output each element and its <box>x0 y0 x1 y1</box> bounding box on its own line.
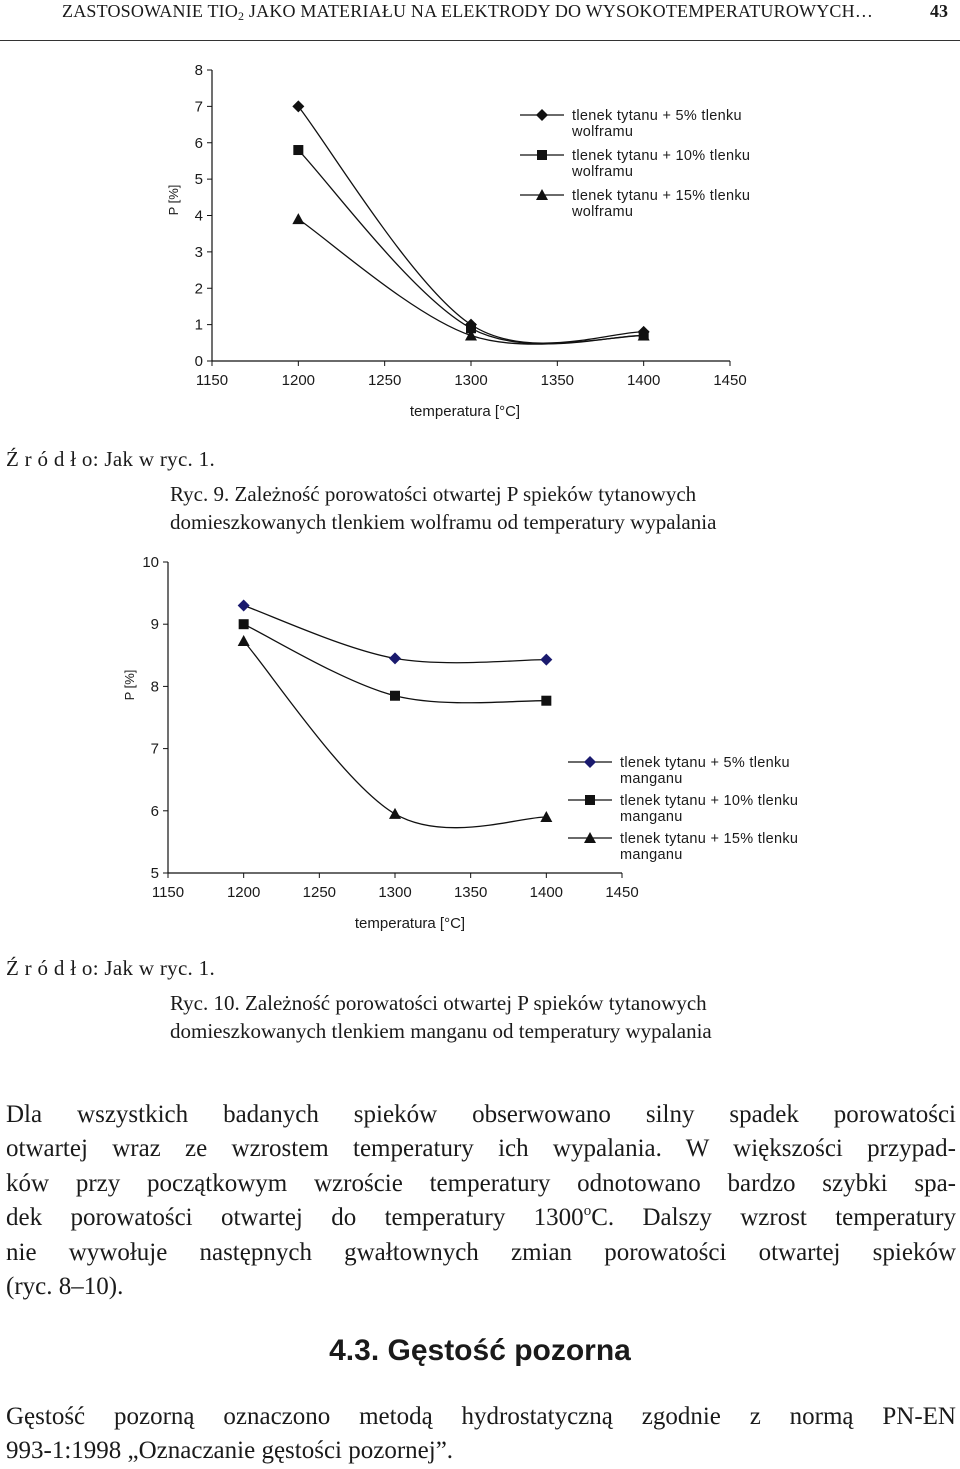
legend-label: tlenek tytanu + 15% tlenku <box>572 188 751 204</box>
y-tick-label: 7 <box>194 98 203 116</box>
section-heading: 4.3. Gęstość pozorna <box>329 1334 631 1367</box>
x-tick-label: 1150 <box>195 372 229 389</box>
legend-label: manganu <box>620 847 683 863</box>
paragraph-line-part: C. Dalszy wzrost temperatury <box>591 1204 956 1232</box>
body-paragraph-2 <box>6 1400 956 1469</box>
y-tick-label: 6 <box>150 802 159 820</box>
y-tick-label: 1 <box>194 316 203 334</box>
x-tick-label: 1400 <box>626 372 661 389</box>
series-2-point <box>239 619 249 629</box>
y-tick-label: 5 <box>150 865 159 882</box>
y-tick-label: 8 <box>150 678 159 696</box>
figure-9-caption-line-2: domieszkowanych tlenkiem wolframu od temperatury wypalania <box>170 510 717 534</box>
running-title-subscript: 2 <box>238 9 245 23</box>
legend-label: tlenek tytanu + 5% tlenku <box>620 755 790 771</box>
paragraph-line <box>6 1201 956 1235</box>
series-1-point <box>389 652 401 664</box>
paragraph-line: Dla wszystkich badanych spieków obserwowano silny spadek porowatości <box>6 1101 956 1128</box>
series-3-point <box>389 808 401 819</box>
y-tick-label: 7 <box>150 740 159 758</box>
figure-10-caption-line-2: domieszkowanych tlenkiem manganu od temperatury wypalania <box>170 1019 712 1043</box>
figure-10-caption-line-1: Ryc. 10. Zależność porowatości otwartej P spieków tytanowych <box>170 991 707 1015</box>
figure-10-chart <box>0 545 960 945</box>
paragraph-line-part: dek porowatości otwartej do temperatury 1300 <box>6 1204 584 1232</box>
series-1-line <box>298 106 643 343</box>
legend-square-marker <box>537 150 547 160</box>
y-tick-label: 5 <box>194 171 203 189</box>
x-tick-label: 1350 <box>540 372 575 389</box>
legend-square-marker <box>585 795 595 805</box>
figure-9-chart <box>0 0 960 430</box>
running-title-part-b: JAKO MATERIAŁU NA ELEKTRODY DO WYSOKOTEMPERATUROWYCH… <box>244 1 874 21</box>
x-tick-label: 1350 <box>453 884 488 901</box>
degree-superscript: o <box>583 1203 592 1220</box>
series-2-point <box>390 691 400 701</box>
figure-10-source: Ź r ó d ł o: Jak w ryc. 1. <box>6 956 216 980</box>
y-tick-label: 8 <box>194 62 203 79</box>
y-tick-label: 3 <box>194 243 203 261</box>
paragraph-line: 993-1:1998 „Oznaczanie gęstości pozornej”. <box>6 1437 454 1465</box>
y-axis-label: P [%] <box>122 669 137 701</box>
paragraph-line: ków przy początkowym wzroście temperatury odnotowano bardzo szybki spa- <box>6 1169 956 1197</box>
x-tick-label: 1250 <box>367 372 402 389</box>
figure-9-source: Ź r ó d ł o: Jak w ryc. 1. <box>6 447 216 471</box>
figure-10-caption <box>170 989 870 1045</box>
x-tick-label: 1450 <box>713 372 747 389</box>
running-title-part-a: ZASTOSOWANIE TIO <box>62 1 239 21</box>
x-tick-label: 1250 <box>302 884 337 901</box>
body-paragraph-1 <box>6 1098 956 1304</box>
legend-label: tlenek tytanu + 5% tlenku <box>572 108 742 124</box>
x-tick-label: 1200 <box>281 372 316 389</box>
x-axis-label: temperatura [°C] <box>354 915 466 932</box>
y-tick-label: 0 <box>194 353 203 370</box>
legend-label: wolframu <box>572 124 634 140</box>
y-tick-label: 2 <box>194 280 203 298</box>
x-axis-label: temperatura [°C] <box>409 403 521 420</box>
paragraph-line: Gęstość pozorną oznaczono metodą hydrostatyczną zgodnie z normą PN-EN <box>6 1403 956 1430</box>
series-3-point <box>540 811 552 822</box>
y-axis-label: P [%] <box>166 184 181 216</box>
y-tick-label: 4 <box>194 207 203 225</box>
legend-label: tlenek tytanu + 10% tlenku <box>620 793 799 809</box>
paragraph-line: nie wywołuje następnych gwałtownych zmian porowatości otwartej spieków <box>6 1238 956 1266</box>
series-3-line <box>244 641 547 828</box>
paragraph-line: (ryc. 8–10). <box>6 1273 124 1301</box>
paragraph-line: otwartej wraz ze wzrostem temperatury ich wypalania. W większości przypad- <box>6 1135 956 1163</box>
series-3-point <box>292 213 304 224</box>
series-2-point <box>541 696 551 706</box>
legend-label: manganu <box>620 771 683 787</box>
x-tick-label: 1400 <box>529 884 564 901</box>
page-number: 43 <box>930 1 948 21</box>
y-tick-label: 6 <box>194 134 203 152</box>
legend-label: tlenek tytanu + 15% tlenku <box>620 831 799 847</box>
series-1-point <box>238 600 250 612</box>
series-2-point <box>293 145 303 155</box>
x-tick-label: 1300 <box>378 884 412 901</box>
x-tick-label: 1450 <box>605 884 639 901</box>
figure-9-caption-line-1: Ryc. 9. Zależność porowatości otwartej P spieków tytanowych <box>170 482 697 506</box>
figure-9-caption <box>170 480 870 536</box>
legend-diamond-marker <box>584 756 596 768</box>
x-tick-label: 1300 <box>454 372 488 389</box>
x-tick-label: 1200 <box>226 884 261 901</box>
series-1-point <box>540 654 552 666</box>
legend-label: wolframu <box>572 204 634 220</box>
legend-diamond-marker <box>536 109 548 121</box>
y-tick-label: 9 <box>150 616 159 634</box>
y-tick-label: 10 <box>142 554 159 571</box>
series-3-point <box>238 635 250 646</box>
x-tick-label: 1150 <box>151 884 185 901</box>
series-1-point <box>292 100 304 112</box>
legend-label: tlenek tytanu + 10% tlenku <box>572 148 751 164</box>
legend-label: wolframu <box>572 164 634 180</box>
legend-label: manganu <box>620 809 683 825</box>
